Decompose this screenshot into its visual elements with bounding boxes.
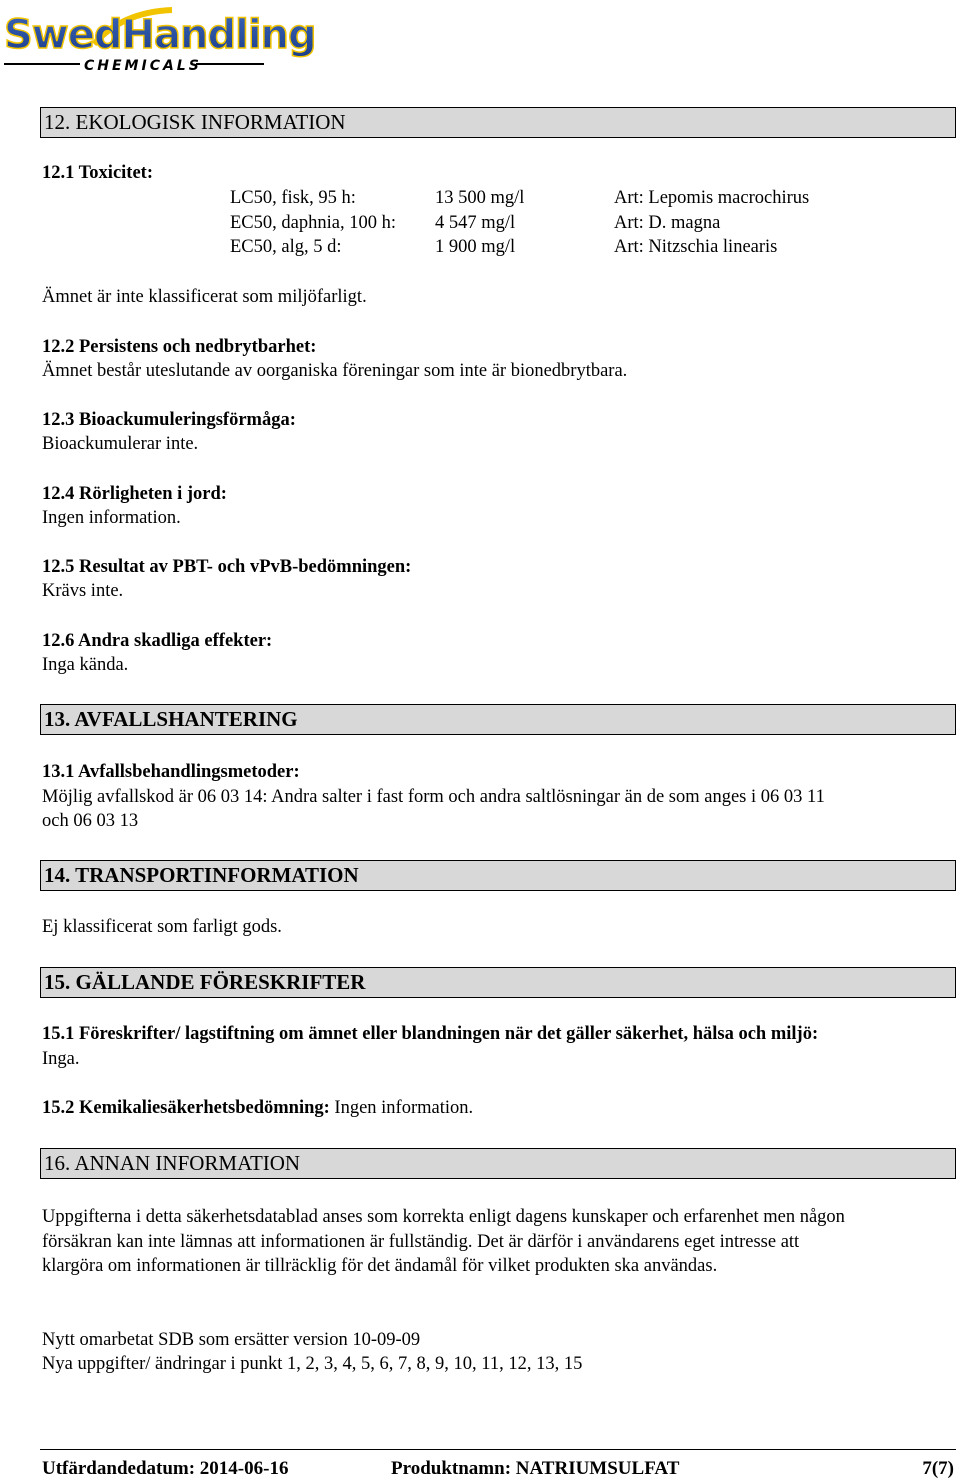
s16-para-line3: klargöra om informationen är tillräcklig för det ändamål för vilket produkten ska användas.: [42, 1256, 718, 1276]
section-16-heading: 16. ANNAN INFORMATION: [40, 1148, 956, 1179]
classification-note: Ämnet är inte klassificerat som miljöfarligt.: [42, 287, 367, 307]
s15-2-line: [42, 1098, 473, 1119]
s12-6-text: Inga kända.: [42, 655, 129, 675]
company-logo: [2, 4, 316, 76]
tox-test: EC50, daphnia, 100 h:: [230, 213, 396, 233]
footer-product-value: : NATRIUMSULFAT: [504, 1458, 680, 1479]
s12-1-title: 12.1 Toxicitet:: [42, 163, 153, 183]
s13-1-text-line1: Möjlig avfallskod är 06 03 14: Andra salter i fast form och andra saltlösningar än de som anges i 06 03 11: [42, 787, 825, 807]
tox-species: Art: D. magna: [614, 213, 721, 233]
logo-name-part1: Swed: [4, 12, 122, 58]
s13-1-text-line2: och 06 03 13: [42, 811, 139, 831]
tox-value: 1 900 mg/l: [435, 237, 516, 257]
s12-6-title: 12.6 Andra skadliga effekter:: [42, 631, 273, 651]
footer-divider: [40, 1449, 956, 1450]
logo-name-part2: Handling: [121, 12, 316, 58]
s13-1-title: 13.1 Avfallsbehandlingsmetoder:: [42, 762, 300, 782]
changes-note: Nya uppgifter/ ändringar i punkt 1, 2, 3, 4, 5, 6, 7, 8, 9, 10, 11, 12, 13, 15: [42, 1354, 583, 1374]
s12-2-text: Ämnet består uteslutande av oorganiska föreningar som inte är bionedbrytbara.: [42, 361, 628, 381]
s12-3-title: 12.3 Bioackumuleringsförmåga:: [42, 410, 296, 430]
s14-text: Ej klassificerat som farligt gods.: [42, 917, 282, 937]
logo-tagline: CHEMICALS: [84, 58, 202, 74]
tox-test: LC50, fisk, 95 h:: [230, 188, 356, 208]
swedhandling-logo-graphic: [2, 4, 316, 76]
footer-product-name: [391, 1458, 679, 1480]
footer-product-label: Produktnamn: [391, 1458, 505, 1479]
s15-1-title: 15.1 Föreskrifter/ lagstiftning om ämnet eller blandningen när det gäller säkerhet, hälsa och miljö:: [42, 1024, 819, 1044]
s16-para-line2: försäkran kan inte lämnas att informationen är fullständig. Det är därför i användarens eget intresse att: [42, 1232, 800, 1252]
tox-test: EC50, alg, 5 d:: [230, 237, 342, 257]
s12-3-text: Bioackumulerar inte.: [42, 434, 199, 454]
s15-2-title: 15.2 Kemikaliesäkerhetsbedömning:: [42, 1098, 330, 1118]
footer-issue-date: [42, 1458, 288, 1480]
tox-value: 4 547 mg/l: [435, 213, 516, 233]
s12-4-text: Ingen information.: [42, 508, 181, 528]
revision-note: Nytt omarbetat SDB som ersätter version 10-09-09: [42, 1330, 421, 1350]
s12-4-title: 12.4 Rörligheten i jord:: [42, 484, 227, 504]
footer-page-number: 7(7): [922, 1458, 954, 1479]
footer-date-value: : 2014-06-16: [188, 1458, 289, 1479]
s12-5-text: Krävs inte.: [42, 581, 124, 601]
section-14-heading: 14. TRANSPORTINFORMATION: [40, 860, 956, 891]
s12-5-title: 12.5 Resultat av PBT- och vPvB-bedömningen:: [42, 557, 412, 577]
s12-2-title: 12.2 Persistens och nedbrytbarhet:: [42, 337, 317, 357]
section-12-heading: 12. EKOLOGISK INFORMATION: [40, 107, 956, 138]
section-15-heading: 15. GÄLLANDE FÖRESKRIFTER: [40, 967, 956, 998]
tox-value: 13 500 mg/l: [435, 188, 525, 208]
s16-para-line1: Uppgifterna i detta säkerhetsdatablad anses som korrekta enligt dagens kunskaper och erfarenhet men någon: [42, 1207, 845, 1227]
svg-text:SwedHandling: [4, 12, 316, 58]
footer-date-label: Utfärdandedatum: [42, 1458, 189, 1479]
section-13-heading: 13. AVFALLSHANTERING: [40, 704, 956, 735]
tox-species: Art: Nitzschia linearis: [614, 237, 778, 257]
tox-species: Art: Lepomis macrochirus: [614, 188, 810, 208]
s15-1-text: Inga.: [42, 1049, 80, 1069]
s15-2-text: Ingen information.: [334, 1098, 474, 1118]
